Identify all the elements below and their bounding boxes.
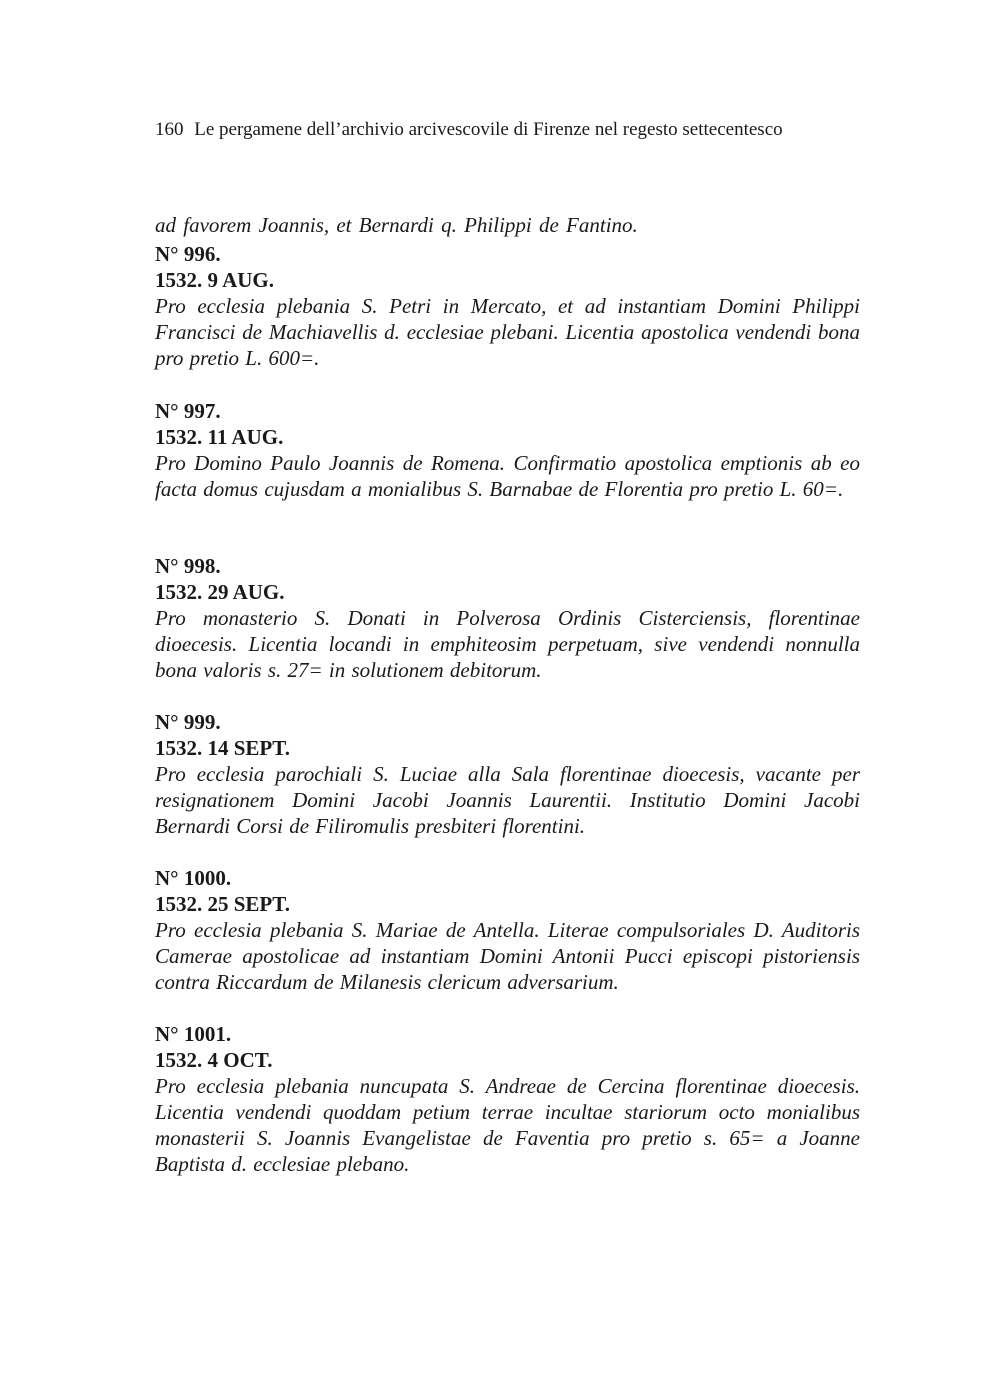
entry-date: 1532. 14 SEPT. [155,736,290,760]
entry-date: 1532. 4 OCT. [155,1048,273,1072]
entry-number: N° 1000. [155,866,232,890]
entry-date: 1532. 25 SEPT. [155,892,290,916]
entry-number: N° 998. [155,554,221,578]
running-header [155,118,875,142]
entry-number: N° 997. [155,399,221,423]
page-number: 160 [155,119,184,140]
entry-1001 [155,1021,860,1177]
entry-text: Pro ecclesia parochiali S. Luciae alla Sala florentinae dioecesis, vacante per resignationem Domini Jacobi Joannis Laurentii. Institutio Domini Jacobi Bernardi Corsi de Filiromulis presbiteri florentini. [155,762,860,838]
entry-text: Pro ecclesia plebania S. Petri in Mercato, et ad instantiam Domini Philippi Francisci de Machiavellis d. ecclesiae plebani. Licentia apostolica vendendi bona pro pretio L. 600=. [155,294,860,370]
running-title: Le pergamene dell’archivio arcivescovile di Firenze nel regesto settecentesco [194,119,783,140]
entry-999 [155,709,860,839]
entry-date: 1532. 11 AUG. [155,425,284,449]
entry-text: Pro monasterio S. Donati in Polverosa Ordinis Cisterciensis, florentinae dioecesis. Licentia locandi in emphiteosim perpetuam, sive vendendi nonnulla bona valoris s. 27= in solutionem debitorum. [155,606,860,682]
entry-text: Pro ecclesia plebania nuncupata S. Andreae de Cercina florentinae dioecesis. Licentia vendendi quoddam petium terrae incultae stariorum octo monialibus monasterii S. Joannis Evangelistae de Faventia pro pretio s. 65= a Joanne Baptista d. ecclesiae plebano. [155,1074,860,1176]
entry-date: 1532. 29 AUG. [155,580,285,604]
entry-1000 [155,865,860,995]
entry-date: 1532. 9 AUG. [155,268,275,292]
entry-998 [155,553,860,683]
entry-number: N° 1001. [155,1022,232,1046]
entry-996 [155,241,860,371]
continuation-text: ad favorem Joannis, et Bernardi q. Philippi de Fantino. [155,213,638,237]
entry-number: N° 996. [155,242,221,266]
entry-997 [155,398,860,502]
entry-text: Pro ecclesia plebania S. Mariae de Antella. Literae compulsoriales D. Auditoris Camerae apostolicae ad instantiam Domini Antonii Pucci episcopi pistoriensis contra Riccardum de Milanesis clericum adversarium. [155,918,860,994]
entry-number: N° 999. [155,710,221,734]
entry-text: Pro Domino Paulo Joannis de Romena. Confirmatio apostolica emptionis ab eo facta domus cujusdam a monialibus S. Barnabae de Florentia pro pretio L. 60=. [155,451,860,501]
